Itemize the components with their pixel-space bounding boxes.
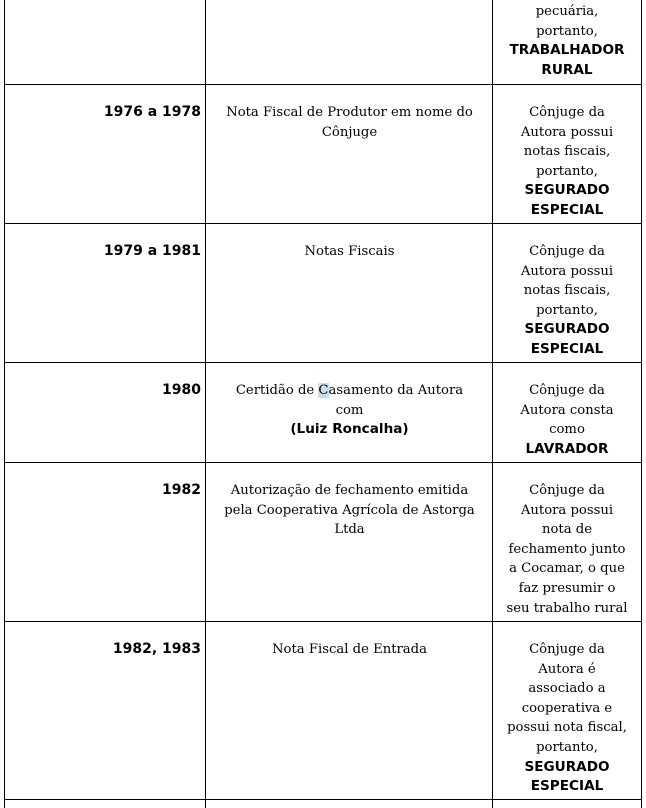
row-divider — [4, 223, 642, 224]
row-divider — [4, 799, 642, 800]
document-line: com — [335, 402, 364, 418]
row-divider — [4, 462, 642, 463]
note-line: portanto, — [536, 739, 598, 755]
note-line: faz presumir o — [518, 580, 616, 596]
note-line: Autora possui — [520, 124, 614, 140]
note-cell — [494, 481, 640, 618]
text-selection-highlight: C — [318, 383, 329, 398]
row-divider — [4, 621, 642, 622]
note-bold-line: LAVRADOR — [525, 440, 609, 457]
note-line: portanto, — [536, 302, 598, 318]
note-bold-line: ESPECIAL — [530, 340, 604, 357]
document-line: Ltda — [334, 522, 365, 538]
row-divider — [4, 362, 642, 363]
note-line: nota de — [541, 522, 593, 538]
document-cell — [207, 640, 492, 660]
note-line: Autora consta — [520, 402, 614, 418]
note-line: associado a — [528, 681, 606, 697]
note-line: fechamento junto — [508, 541, 626, 557]
note-bold-line: SEGURADO — [524, 182, 610, 199]
note-cell — [494, 381, 640, 459]
note-bold-line: TRABALHADOR — [509, 42, 625, 59]
table-border-right — [641, 0, 642, 808]
document-line: Nota Fiscal de Entrada — [272, 642, 427, 657]
document-line: Nota Fiscal de Produtor em nome do — [226, 105, 473, 120]
note-line: portanto, — [536, 23, 598, 39]
note-line: a Cocamar, o que — [509, 561, 625, 577]
note-bold-line: SEGURADO — [524, 321, 610, 338]
document-line — [207, 381, 492, 401]
note-bold-line: RURAL — [541, 61, 593, 78]
column-divider — [492, 0, 493, 808]
document-line: Cônjuge — [321, 124, 378, 140]
note-line: notas fiscais, — [523, 144, 611, 160]
note-line: como — [549, 422, 585, 438]
note-line: seu trabalho rural — [506, 600, 628, 616]
note-bold-line: SEGURADO — [524, 758, 610, 775]
spouse-name: (Luiz Roncalha) — [290, 421, 409, 438]
note-line: notas fiscais, — [523, 283, 611, 299]
period-cell: 1982, 1983 — [112, 641, 201, 657]
note-line: portanto, — [536, 163, 598, 179]
note-cell — [494, 103, 640, 221]
note-line: Autora é — [538, 661, 596, 677]
table-row-partial-note — [494, 2, 640, 80]
document-line: Notas Fiscais — [304, 244, 395, 259]
document-cell — [207, 103, 492, 142]
note-line: Cônjuge da — [529, 642, 605, 657]
note-line: Cônjuge da — [529, 105, 605, 120]
note-line: possui nota fiscal, — [507, 720, 627, 736]
note-line: Cônjuge da — [529, 383, 605, 398]
note-line: Cônjuge da — [529, 483, 605, 498]
document-line: Autorização de fechamento emitida — [230, 483, 469, 498]
document-cell — [207, 481, 492, 540]
note-line: Autora possui — [520, 263, 614, 279]
document-text: Certidão de — [235, 383, 319, 398]
note-bold-line: ESPECIAL — [530, 778, 604, 795]
note-line: pecuária, — [535, 4, 599, 19]
table-border-left — [4, 0, 5, 808]
document-cell — [207, 242, 492, 262]
document-line: pela Cooperativa Agrícola de Astorga — [224, 502, 475, 518]
period-cell: 1982 — [162, 482, 201, 498]
column-divider — [205, 0, 206, 808]
document-cell — [207, 381, 492, 440]
note-cell — [494, 640, 640, 797]
note-line: Cônjuge da — [529, 244, 605, 259]
row-divider — [4, 84, 642, 85]
note-line: Autora possui — [520, 502, 614, 518]
document-text: asamento da Autora — [328, 383, 464, 398]
period-cell: 1979 a 1981 — [103, 243, 201, 259]
note-line: cooperativa e — [521, 700, 613, 716]
period-cell: 1980 — [162, 382, 201, 398]
period-cell: 1976 a 1978 — [103, 104, 201, 120]
note-cell — [494, 242, 640, 360]
note-bold-line: ESPECIAL — [530, 201, 604, 218]
